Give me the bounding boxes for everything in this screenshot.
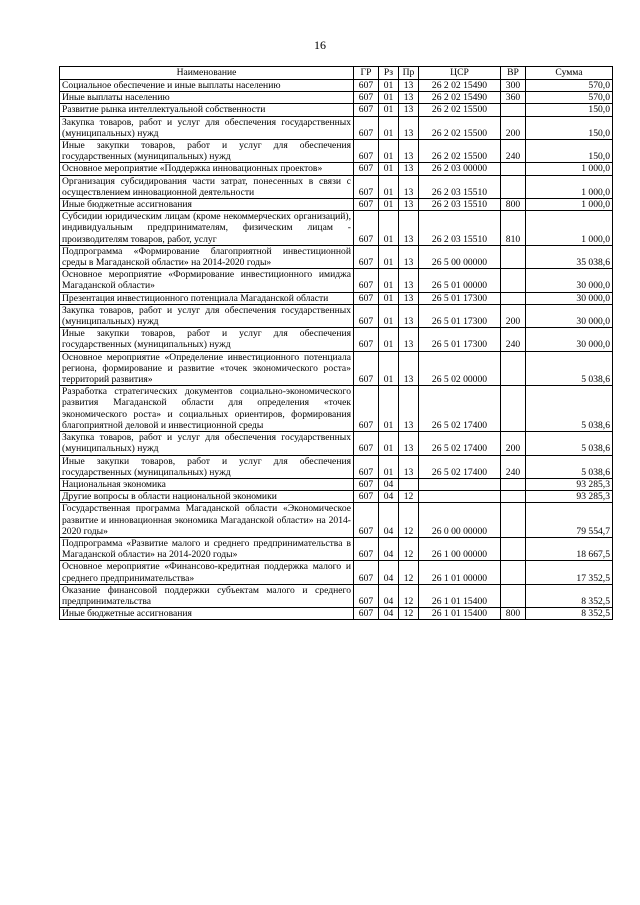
- row-sum: 1 000,0: [526, 175, 613, 198]
- row-name: Подпрограмма «Развитие малого и среднего предпринимательства в Магаданской области» на 2014-2020 годы»: [60, 537, 354, 560]
- row-gr: 607: [354, 608, 379, 620]
- row-rz: 04: [379, 584, 399, 607]
- row-vr: 200: [501, 116, 526, 139]
- row-vr: [501, 175, 526, 198]
- row-csr: 26 5 01 00000: [419, 269, 501, 292]
- row-gr: 607: [354, 199, 379, 211]
- row-rz: 01: [379, 269, 399, 292]
- row-pr: 12: [399, 503, 419, 538]
- row-name: Развитие рынка интеллектуальной собственности: [60, 104, 354, 116]
- row-pr: 13: [399, 269, 419, 292]
- row-name: Иные выплаты населению: [60, 92, 354, 104]
- row-rz: 01: [379, 92, 399, 104]
- row-name: Государственная программа Магаданской области «Экономическое развитие и инновационная экономика Магаданской области» на 2014-2020 годы»: [60, 503, 354, 538]
- row-pr: 13: [399, 328, 419, 351]
- row-sum: 35 038,6: [526, 245, 613, 268]
- row-rz: 01: [379, 175, 399, 198]
- row-rz: 01: [379, 199, 399, 211]
- table-row: [60, 199, 613, 211]
- table-row: [60, 245, 613, 268]
- row-pr: 13: [399, 351, 419, 386]
- row-csr: 26 2 02 15500: [419, 116, 501, 139]
- row-gr: 607: [354, 211, 379, 246]
- table-row: [60, 537, 613, 560]
- row-sum: 5 038,6: [526, 386, 613, 432]
- row-gr: 607: [354, 478, 379, 490]
- row-name: Иные закупки товаров, работ и услуг для обеспечения государственных (муниципальных) нужд: [60, 455, 354, 478]
- row-sum: 17 352,5: [526, 561, 613, 584]
- row-name: Социальное обеспечение и иные выплаты населению: [60, 80, 354, 92]
- row-pr: 13: [399, 432, 419, 455]
- row-sum: 30 000,0: [526, 304, 613, 327]
- row-gr: 607: [354, 304, 379, 327]
- table-row: [60, 491, 613, 503]
- row-vr: 240: [501, 328, 526, 351]
- row-rz: 01: [379, 211, 399, 246]
- row-rz: 04: [379, 503, 399, 538]
- row-vr: [501, 491, 526, 503]
- row-sum: 1 000,0: [526, 199, 613, 211]
- table-row: [60, 116, 613, 139]
- row-sum: 5 038,6: [526, 455, 613, 478]
- row-rz: 01: [379, 304, 399, 327]
- row-vr: 300: [501, 80, 526, 92]
- row-vr: 800: [501, 608, 526, 620]
- table-row: [60, 175, 613, 198]
- row-rz: 01: [379, 80, 399, 92]
- row-vr: 240: [501, 140, 526, 163]
- row-name: Оказание финансовой поддержки субъектам малого и среднего предпринимательства: [60, 584, 354, 607]
- row-rz: 01: [379, 432, 399, 455]
- row-vr: [501, 561, 526, 584]
- row-sum: 93 285,3: [526, 478, 613, 490]
- row-name: Закупка товаров, работ и услуг для обеспечения государственных (муниципальных) нужд: [60, 432, 354, 455]
- table-row: [60, 432, 613, 455]
- row-csr: 26 2 03 15510: [419, 175, 501, 198]
- row-csr: 26 5 00 00000: [419, 245, 501, 268]
- row-vr: [501, 292, 526, 304]
- row-gr: 607: [354, 292, 379, 304]
- row-csr: 26 5 01 17300: [419, 328, 501, 351]
- row-pr: 13: [399, 92, 419, 104]
- row-rz: 04: [379, 478, 399, 490]
- row-csr: 26 5 02 17400: [419, 455, 501, 478]
- header-pr: Пр: [399, 67, 419, 80]
- row-csr: [419, 478, 501, 490]
- row-sum: 8 352,5: [526, 584, 613, 607]
- row-rz: 01: [379, 163, 399, 175]
- row-sum: 150,0: [526, 104, 613, 116]
- row-sum: 30 000,0: [526, 328, 613, 351]
- table-row: [60, 211, 613, 246]
- row-sum: 93 285,3: [526, 491, 613, 503]
- row-vr: [501, 584, 526, 607]
- row-gr: 607: [354, 116, 379, 139]
- row-name: Организация субсидирования части затрат, понесенных в связи с осуществлением инновационной деятельности: [60, 175, 354, 198]
- row-gr: 607: [354, 92, 379, 104]
- table-row: [60, 304, 613, 327]
- row-rz: 01: [379, 292, 399, 304]
- table-row: [60, 561, 613, 584]
- row-name: Презентация инвестиционного потенциала Магаданской области: [60, 292, 354, 304]
- row-vr: [501, 104, 526, 116]
- table-row: [60, 503, 613, 538]
- row-rz: 01: [379, 455, 399, 478]
- row-vr: [501, 478, 526, 490]
- row-name: Другие вопросы в области национальной экономики: [60, 491, 354, 503]
- row-pr: 13: [399, 455, 419, 478]
- row-pr: [399, 478, 419, 490]
- row-csr: 26 2 02 15500: [419, 140, 501, 163]
- row-name: Иные бюджетные ассигнования: [60, 608, 354, 620]
- row-pr: 13: [399, 199, 419, 211]
- row-gr: 607: [354, 584, 379, 607]
- row-vr: 800: [501, 199, 526, 211]
- header-sum: Сумма: [526, 67, 613, 80]
- row-pr: 12: [399, 584, 419, 607]
- table-header-row: [60, 67, 613, 80]
- row-gr: 607: [354, 537, 379, 560]
- table-row: [60, 608, 613, 620]
- row-vr: [501, 537, 526, 560]
- page-number: 16: [314, 38, 326, 52]
- header-gr: ГР: [354, 67, 379, 80]
- row-sum: 30 000,0: [526, 269, 613, 292]
- row-gr: 607: [354, 163, 379, 175]
- row-rz: 04: [379, 491, 399, 503]
- row-pr: 12: [399, 537, 419, 560]
- table-body: [60, 80, 613, 620]
- row-pr: 13: [399, 304, 419, 327]
- row-csr: 26 2 02 15490: [419, 80, 501, 92]
- row-vr: [501, 351, 526, 386]
- row-pr: 13: [399, 386, 419, 432]
- row-rz: 01: [379, 116, 399, 139]
- row-sum: 18 667,5: [526, 537, 613, 560]
- row-gr: 607: [354, 104, 379, 116]
- row-vr: [501, 503, 526, 538]
- table-row: [60, 140, 613, 163]
- header-rz: Рз: [379, 67, 399, 80]
- row-sum: 30 000,0: [526, 292, 613, 304]
- row-sum: 570,0: [526, 92, 613, 104]
- row-name: Национальная экономика: [60, 478, 354, 490]
- row-pr: 13: [399, 116, 419, 139]
- row-sum: 79 554,7: [526, 503, 613, 538]
- row-name: Закупка товаров, работ и услуг для обеспечения государственных (муниципальных) нужд: [60, 304, 354, 327]
- row-csr: 26 2 03 15510: [419, 199, 501, 211]
- row-gr: 607: [354, 455, 379, 478]
- row-name: Основное мероприятие «Формирование инвестиционного имиджа Магаданской области»: [60, 269, 354, 292]
- row-rz: 04: [379, 537, 399, 560]
- row-gr: 607: [354, 80, 379, 92]
- row-gr: 607: [354, 175, 379, 198]
- header-name: Наименование: [60, 67, 354, 80]
- row-gr: 607: [354, 140, 379, 163]
- row-name: Основное мероприятие «Поддержка инновационных проектов»: [60, 163, 354, 175]
- row-name: Иные закупки товаров, работ и услуг для обеспечения государственных (муниципальных) нужд: [60, 328, 354, 351]
- row-vr: 360: [501, 92, 526, 104]
- table-row: [60, 92, 613, 104]
- row-rz: 01: [379, 104, 399, 116]
- row-name: Иные закупки товаров, работ и услуг для обеспечения государственных (муниципальных) нужд: [60, 140, 354, 163]
- table-row: [60, 584, 613, 607]
- row-gr: 607: [354, 432, 379, 455]
- row-csr: 26 5 02 17400: [419, 386, 501, 432]
- row-sum: 1 000,0: [526, 211, 613, 246]
- table-row: [60, 269, 613, 292]
- row-name: Основное мероприятие «Финансово-кредитная поддержка малого и среднего предпринимательства»: [60, 561, 354, 584]
- row-name: Подпрограмма «Формирование благоприятной инвестиционной среды в Магаданской области» на 2014-2020 годы»: [60, 245, 354, 268]
- table-row: [60, 386, 613, 432]
- row-gr: 607: [354, 245, 379, 268]
- budget-table: [59, 66, 613, 620]
- row-csr: 26 2 03 00000: [419, 163, 501, 175]
- row-name: Основное мероприятие «Определение инвестиционного потенциала региона, формирование и развитие «точек экономического роста» территорий развития»: [60, 351, 354, 386]
- row-rz: 01: [379, 140, 399, 163]
- row-csr: 26 5 01 17300: [419, 292, 501, 304]
- row-csr: 26 2 02 15490: [419, 92, 501, 104]
- row-rz: 01: [379, 351, 399, 386]
- row-sum: 1 000,0: [526, 163, 613, 175]
- row-csr: 26 5 02 17400: [419, 432, 501, 455]
- row-csr: 26 5 01 17300: [419, 304, 501, 327]
- row-pr: 13: [399, 140, 419, 163]
- row-csr: 26 0 00 00000: [419, 503, 501, 538]
- row-pr: 12: [399, 608, 419, 620]
- table-row: [60, 455, 613, 478]
- row-vr: [501, 269, 526, 292]
- row-csr: 26 5 02 00000: [419, 351, 501, 386]
- row-sum: 570,0: [526, 80, 613, 92]
- row-name: Разработка стратегических документов социально-экономического развития Магаданской области для определения «точек экономического роста» и социальных ориентиров, формирования благоприятной деловой и инвестиционной среды: [60, 386, 354, 432]
- row-csr: 26 1 00 00000: [419, 537, 501, 560]
- row-vr: 200: [501, 304, 526, 327]
- row-pr: 12: [399, 561, 419, 584]
- row-gr: 607: [354, 491, 379, 503]
- row-vr: 200: [501, 432, 526, 455]
- row-name: Субсидии юридическим лицам (кроме некоммерческих организаций), индивидуальным предпринимателям, физическим лицам - производителям товаров, работ, услуг: [60, 211, 354, 246]
- table-row: [60, 80, 613, 92]
- table-row: [60, 351, 613, 386]
- row-sum: 5 038,6: [526, 432, 613, 455]
- table-row: [60, 292, 613, 304]
- row-name: Иные бюджетные ассигнования: [60, 199, 354, 211]
- row-vr: 240: [501, 455, 526, 478]
- row-pr: 13: [399, 80, 419, 92]
- row-rz: 01: [379, 245, 399, 268]
- row-sum: 8 352,5: [526, 608, 613, 620]
- row-pr: 12: [399, 491, 419, 503]
- row-vr: 810: [501, 211, 526, 246]
- row-csr: 26 1 01 00000: [419, 561, 501, 584]
- row-csr: 26 1 01 15400: [419, 608, 501, 620]
- row-csr: [419, 491, 501, 503]
- row-gr: 607: [354, 351, 379, 386]
- row-vr: [501, 386, 526, 432]
- row-vr: [501, 163, 526, 175]
- row-pr: 13: [399, 211, 419, 246]
- row-pr: 13: [399, 175, 419, 198]
- header-csr: ЦСР: [419, 67, 501, 80]
- row-sum: 150,0: [526, 140, 613, 163]
- table-row: [60, 104, 613, 116]
- row-rz: 04: [379, 608, 399, 620]
- row-vr: [501, 245, 526, 268]
- row-rz: 01: [379, 386, 399, 432]
- row-gr: 607: [354, 561, 379, 584]
- row-sum: 5 038,6: [526, 351, 613, 386]
- row-pr: 13: [399, 104, 419, 116]
- row-gr: 607: [354, 503, 379, 538]
- row-rz: 01: [379, 328, 399, 351]
- table-row: [60, 328, 613, 351]
- row-name: Закупка товаров, работ и услуг для обеспечения государственных (муниципальных) нужд: [60, 116, 354, 139]
- table-row: [60, 478, 613, 490]
- row-gr: 607: [354, 386, 379, 432]
- row-csr: 26 2 02 15500: [419, 104, 501, 116]
- table-row: [60, 163, 613, 175]
- row-pr: 13: [399, 292, 419, 304]
- row-csr: 26 1 01 15400: [419, 584, 501, 607]
- row-rz: 04: [379, 561, 399, 584]
- row-sum: 150,0: [526, 116, 613, 139]
- row-pr: 13: [399, 163, 419, 175]
- row-csr: 26 2 03 15510: [419, 211, 501, 246]
- row-gr: 607: [354, 328, 379, 351]
- row-gr: 607: [354, 269, 379, 292]
- header-vr: ВР: [501, 67, 526, 80]
- row-pr: 13: [399, 245, 419, 268]
